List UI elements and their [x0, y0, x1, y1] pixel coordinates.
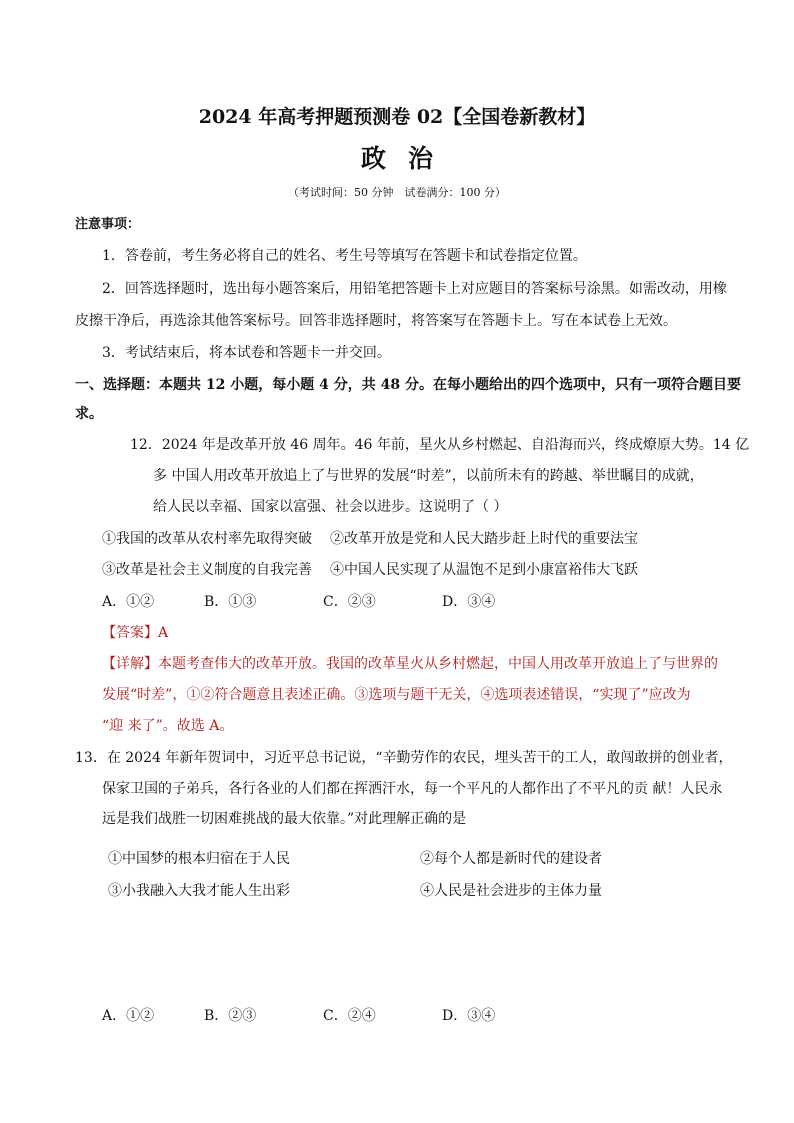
q13-stem-line-2: 保家卫国的子弟兵，各行各业的人们都在挥洒汗水，每一个平凡的人都作出了不平凡的贡 献！人民永: [102, 781, 723, 797]
q12-answer: 【答案】A: [102, 625, 169, 641]
q12-statement-1: ①我国的改革从农村率先取得突破: [102, 531, 312, 547]
q12-detail-line-3: “迎 来了”。故选 A。: [102, 718, 234, 734]
q13-stem-line-1: 13．在 2024 年新年贺词中，习近平总书记说，“辛勤劳作的农民，埋头苦干的工人，敢闯敢拼的创业者，: [75, 750, 733, 766]
q12-statement-4: ④中国人民实现了从温饱不足到小康富裕伟大飞跃: [330, 562, 638, 578]
notice-item-3: 3．考试结束后，将本试卷和答题卡一并交回。: [102, 345, 391, 361]
notice-item-2-line-1: 2．回答选择题时，选出每小题答案后，用铅笔把答题卡上对应题目的答案标号涂黑。如需改动，用橡: [102, 281, 727, 297]
q13-statement-1: ①中国梦的根本归宿在于人民: [108, 851, 290, 867]
q13-option-c: C．②④: [323, 1008, 376, 1024]
exam-info: （考试时间：50 分钟 试卷满分：100 分）: [288, 186, 506, 199]
q13-statement-4: ④人民是社会进步的主体力量: [420, 883, 602, 899]
q12-option-c: C．②③: [323, 594, 376, 610]
q12-stem-line-2: 多 中国人用改革开放追上了与世界的发展“时差”，以前所未有的跨越、举世瞩目的成就，: [153, 468, 704, 484]
q12-statement-2: ②改革开放是党和人民大踏步赶上时代的重要法宝: [330, 531, 638, 547]
notice-heading: 注意事项：: [75, 217, 141, 232]
q12-stem-line-1: 12．2024 年是改革开放 46 周年。46 年前，星火从乡村燃起、自沿海而兴，终成燎原大势。14 亿: [130, 437, 750, 453]
q13-option-a: A．①②: [102, 1008, 155, 1024]
q13-statement-3: ③小我融入大我才能人生出彩: [108, 883, 290, 899]
q12-option-b: B．①③: [204, 594, 257, 610]
page-title: 2024 年高考押题预测卷 02【全国卷新教材】: [198, 106, 596, 128]
notice-item-2-line-2: 皮擦干净后，再选涂其他答案标号。回答非选择题时，将答案写在答题卡上。写在本试卷上无效。: [75, 313, 677, 329]
section1-heading-line-2: 求。: [75, 406, 103, 422]
q13-option-d: D．③④: [442, 1008, 496, 1024]
q12-stem-line-3: 给人民以幸福、国家以富强、社会以进步。这说明了（ ）: [153, 499, 508, 515]
subject-title: 政治: [360, 144, 455, 173]
section1-heading-line-1: 一、选择题：本题共 12 小题，每小题 4 分，共 48 分。在每小题给出的四个选项中，只有一项符合题目要: [75, 377, 741, 393]
q13-option-b: B．②③: [204, 1008, 257, 1024]
q12-option-a: A．①②: [102, 594, 155, 610]
notice-item-1: 1．答卷前，考生务必将自己的姓名、考生号等填写在答题卡和试卷指定位置。: [102, 248, 587, 264]
q12-detail-line-1: 【详解】本题考查伟大的改革开放。我国的改革星火从乡村燃起，中国人用改革开放追上了与世界的: [102, 656, 718, 672]
q13-statement-2: ②每个人都是新时代的建设者: [420, 851, 602, 867]
q12-detail-line-2: 发展“时差”，①②符合题意且表述正确。③选项与题干无关，④选项表述错误，“实现了”应改为: [102, 687, 691, 703]
q13-stem-line-3: 远是我们战胜一切困难挑战的最大依靠。”对此理解正确的是: [102, 811, 467, 827]
q12-option-d: D．③④: [442, 594, 496, 610]
q12-statement-3: ③改革是社会主义制度的自我完善: [102, 562, 312, 578]
